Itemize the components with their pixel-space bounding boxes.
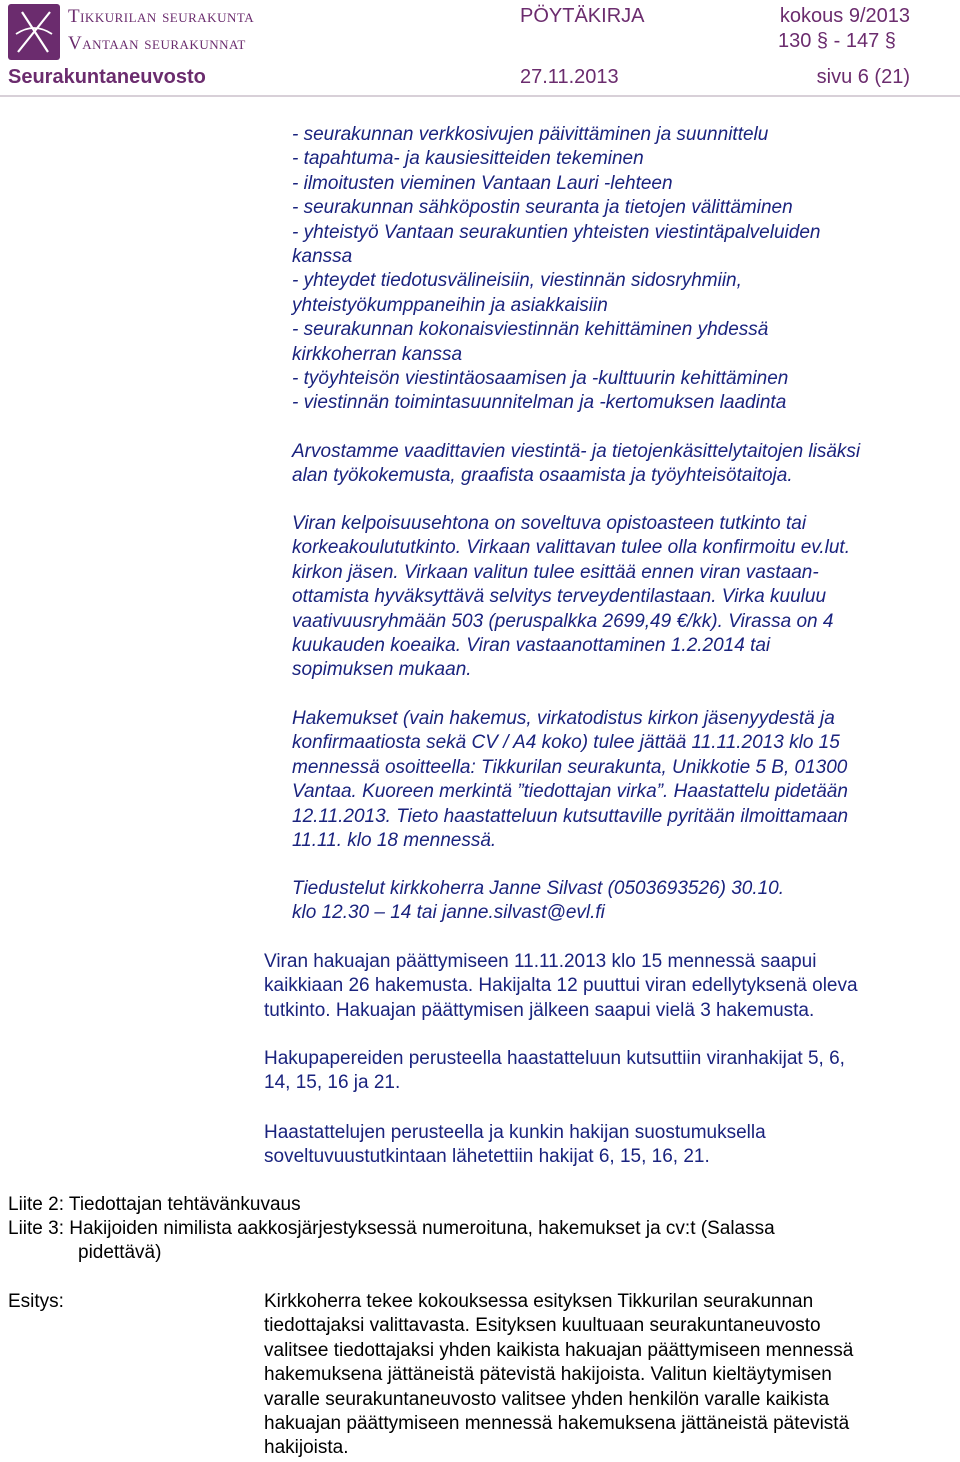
text-line: klo 12.30 – 14 tai janne.silvast@evl.fi [292, 902, 605, 924]
proposal-text [264, 1290, 853, 1461]
proposal-label: Esitys: [8, 1291, 64, 1312]
text-line: varalle seurakuntaneuvosto valitsee yhden henkilön varalle kaikista [264, 1388, 830, 1410]
text-line: ottamista hyväksyttävä selvitys terveydentilastaan. Virka kuuluu [292, 586, 827, 608]
document-type: PÖYTÄKIRJA [520, 5, 645, 27]
text-line: - yhteydet tiedotusvälineisiin, viestinnän sidosryhmiin, [292, 270, 742, 292]
text-line: sopimuksen mukaan. [292, 659, 472, 681]
text-line: soveltuvuustutkintaan lähetettiin hakijat 6, 15, 16, 21. [264, 1146, 710, 1168]
text-line: yhteistyökumppaneihin ja asiakkaisiin [292, 294, 608, 316]
text-line: Viran kelpoisuusehtona on soveltuva opistoasteen tutkinto tai [292, 513, 807, 534]
received-paragraph [264, 950, 858, 1023]
meeting-number: kokous 9/2013 [779, 5, 910, 27]
text-line: Vantaa. Kuoreen merkintä ”tiedottajan virka”. Haastattelu pidetään [292, 781, 848, 803]
text-line: kirkon jäsen. Virkaan valitun tulee esittää ennen viran vastaan- [292, 561, 819, 583]
text-line: Tiedustelut kirkkoherra Janne Silvast (0503693526) 30.10. [292, 878, 785, 899]
attachment-3[interactable]: Liite 3: Hakijoiden nimilista aakkosjärjestyksessä numeroituna, hakemukset ja cv:t (Salassa [8, 1218, 775, 1239]
text-line: hakemuksena jättäneistä pätevistä hakijoista. Valitun kieltäytymisen [264, 1364, 832, 1386]
text-line: Arvostamme vaadittavien viestintä- ja tietojenkäsittelytaitojen lisäksi [292, 441, 861, 462]
text-line: 14, 15, 16 ja 21. [264, 1072, 401, 1094]
task-list [292, 123, 820, 416]
text-line: valitsee tiedottajaksi yhden kaikista hakuajan päättymiseen mennessä [264, 1339, 854, 1361]
text-line: - seurakunnan sähköpostin seuranta ja tietojen välittäminen [292, 197, 793, 219]
attachment-2[interactable]: Liite 2: Tiedottajan tehtävänkuvaus [8, 1194, 301, 1215]
cross-emblem-icon [8, 4, 60, 60]
text-line: kanssa [292, 246, 353, 268]
section-range: 130 § - 147 § [778, 30, 896, 52]
text-line: Viran hakuajan päättymiseen 11.11.2013 klo 15 mennessä saapui [264, 951, 817, 972]
text-line: hakuajan päättymiseen mennessä hakemuksena jättäneistä pätevistä [264, 1413, 850, 1435]
org-name-line2: Vantaan seurakunnat [68, 33, 246, 54]
text-line: Hakupapereiden perusteella haastatteluun kutsuttiin viranhakijat 5, 6, [264, 1048, 845, 1069]
text-line: 11.11. klo 18 mennessä. [292, 830, 497, 852]
attachment-3-cont: pidettävä) [78, 1242, 162, 1263]
text-line: kuukauden koeaika. Viran vastaanottaminen 1.2.2014 tai [292, 635, 771, 657]
text-line: kaikkiaan 26 hakemusta. Hakijalta 12 puuttui viran edellytyksenä oleva [264, 975, 858, 997]
text-line: konfirmaatiosta sekä CV / A4 koko) tulee jättää 11.11.2013 klo 15 [292, 732, 840, 754]
applications-paragraph [292, 707, 848, 853]
board-name: Seurakuntaneuvosto [8, 66, 206, 88]
text-line: mennessä osoitteella: Tikkurilan seurakunta, Unikkotie 5 B, 01300 [292, 756, 848, 778]
text-line: - yhteistyö Vantaan seurakuntien yhteisten viestintäpalveluiden [292, 221, 821, 243]
qualification-paragraph [292, 512, 850, 683]
text-line: - viestinnän toimintasuunnitelman ja -kertomuksen laadinta [292, 392, 787, 414]
text-line: korkeakoulututkinto. Virkaan valittavan tulee olla konfirmoitu ev.lut. [292, 537, 850, 559]
page-number: sivu 6 (21) [816, 66, 910, 88]
text-line: alan työkokemusta, graafista osaamista ja työyhteisötaitoja. [292, 465, 793, 487]
inquiries-paragraph [292, 877, 784, 926]
invited-paragraph [264, 1047, 845, 1096]
text-line: Hakemukset (vain hakemus, virkatodistus kirkon jäsenyydestä ja [292, 708, 835, 729]
text-line: hakijoista. [264, 1437, 349, 1459]
text-line: 12.11.2013. Tieto haastatteluun kutsuttaville pyritään ilmoittamaan [292, 805, 849, 827]
text-line: - seurakunnan kokonaisviestinnän kehittäminen yhdessä [292, 319, 769, 341]
parish-logo [8, 4, 60, 60]
text-line: - tapahtuma- ja kausiesitteiden tekeminen [292, 148, 644, 170]
text-line: vaativuusryhmään 503 (peruspalkka 2699,49 €/kk). Virassa on 4 [292, 610, 834, 632]
text-line: - työyhteisön viestintäosaamisen ja -kulttuurin kehittäminen [292, 368, 789, 390]
header-divider [0, 95, 960, 97]
text-line: Kirkkoherra tekee kokouksessa esityksen Tikkurilan seurakunnan [264, 1291, 814, 1312]
assessment-paragraph [264, 1121, 766, 1170]
text-line: kirkkoherran kanssa [292, 343, 463, 365]
text-line: tiedottajaksi valittavasta. Esityksen kuultuaan seurakuntaneuvosto [264, 1315, 821, 1337]
text-line: Haastattelujen perusteella ja kunkin hakijan suostumuksella [264, 1122, 766, 1143]
meeting-date: 27.11.2013 [520, 66, 619, 88]
text-line: - seurakunnan verkkosivujen päivittäminen ja suunnittelu [292, 124, 769, 145]
skills-paragraph [292, 440, 860, 489]
text-line: tutkinto. Hakuajan päättymisen jälkeen saapui vielä 3 hakemusta. [264, 999, 815, 1021]
org-name-line1: Tikkurilan seurakunta [68, 6, 255, 27]
text-line: - ilmoitusten vieminen Vantaan Lauri -lehteen [292, 172, 673, 194]
